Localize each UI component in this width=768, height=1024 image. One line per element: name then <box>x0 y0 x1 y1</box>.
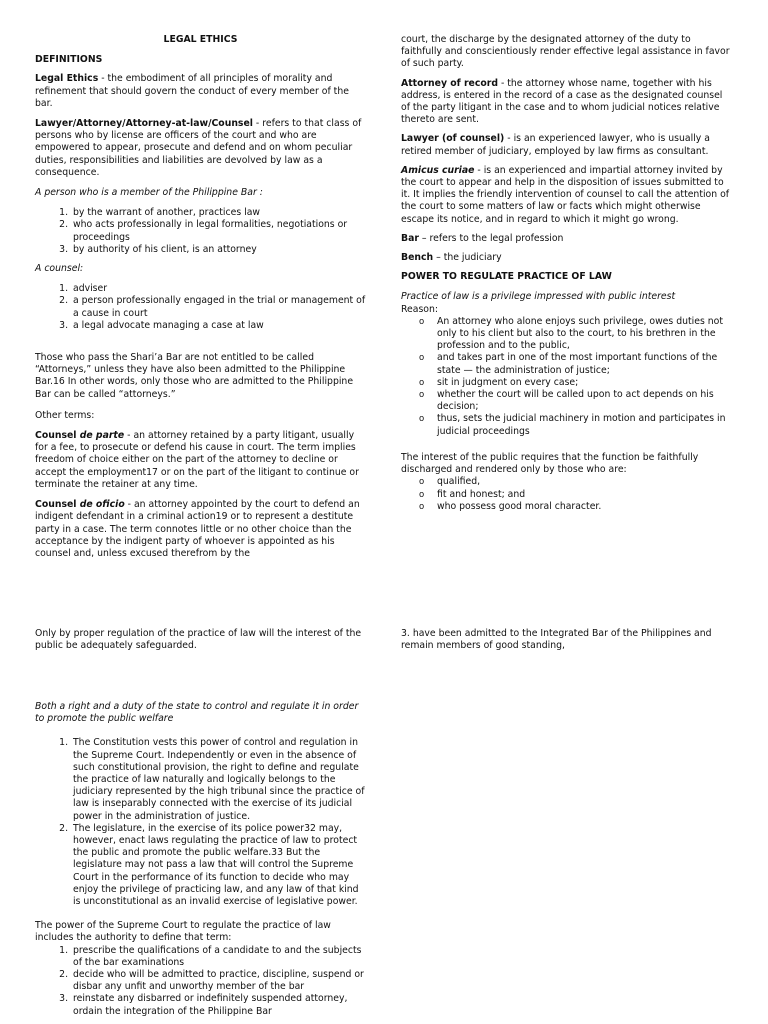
right-duty-heading: Both a right and a duty of the state to control and regulate it in order to promote the public welfare <box>35 701 359 725</box>
lawyer-definition: Lawyer/Attorney/Attorney-at-law/Counsel - refers to that class of persons who by license are officers of the court and who are empowered to appear, prosecute and defend and on whom peculiar duties, responsibilities and liabilities are devolved by law as a consequence. <box>35 118 362 178</box>
list-item: 2. who acts professionally in legal formalities, negotiations or proceedings <box>71 219 366 243</box>
sc-power-paragraph: The power of the Supreme Court to regulate the practice of law includes the authority to define that term: <box>35 920 331 944</box>
left-column-middle <box>35 628 366 652</box>
list-item: o and takes part in one of the most important functions of the state — the administration of justice; <box>417 352 731 376</box>
regulation-paragraph: Only by proper regulation of the practice of law will the interest of the public be adequately safeguarded. <box>35 628 362 652</box>
document-title: LEGAL ETHICS <box>163 34 238 45</box>
list-item: o qualified, <box>417 476 731 488</box>
amicus-curiae-definition: Amicus curiae - is an experienced and impartial attorney invited by the court to appear and help in the disposition of issues submitted to it. It implies the friendly intervention of counsel to call the attention of the court to some matters of law or facts which might otherwise escape its notice, and in regard to which it might go wrong. <box>401 164 730 225</box>
legal-ethics-term: Legal Ethics <box>35 73 99 85</box>
list-item: 1. adviser <box>71 283 366 295</box>
list-item: o An attorney who alone enjoys such privilege, owes duties not only to his client but also to the court, to his brethren in the profession and to the public, <box>417 316 731 353</box>
other-terms-label: Other terms: <box>35 409 95 421</box>
lawyer-of-counsel-definition: Lawyer (of counsel) - is an experienced lawyer, who is usually a retired member of judiciary, employed by law firms as consultant. <box>401 133 710 157</box>
list-item: o whether the court will be called upon to act depends on his decision; <box>417 389 731 413</box>
public-interest-paragraph: The interest of the public requires that the function be faithfully discharged and rendered only by those who are: <box>401 451 699 476</box>
de-oficio-continuation: court, the discharge by the designated attorney of the duty to faithfully and conscientiously render effective legal assistance in favor of such party. <box>401 34 730 70</box>
bench-definition: Bench – the judiciary <box>401 252 502 264</box>
left-column-top <box>35 34 366 560</box>
qualification-list <box>401 476 731 513</box>
sharia-paragraph: Those who pass the Shari’a Bar are not entitled to be called “Attorneys,” unless they have also been admitted to the Philippine Bar.16 In other words, only those who are admitted to the Philippine Bar can be called “attorneys.” <box>35 352 354 400</box>
left-column-bottom <box>35 701 366 1018</box>
counsel-de-parte-definition: Counsel de parte - an attorney retained by a party litigant, usually for a fee, to prosecute or defend his cause in court. The term implies freedom of choice either on the part of the attorney to decline or accept the employment17 or on the part of the litigant to continue or terminate the retainer at any time. <box>35 430 359 490</box>
list-item: o who possess good moral character. <box>417 501 731 513</box>
privilege-line: Practice of law is a privilege impressed with public interest <box>401 291 676 303</box>
list-item: 2. decide who will be admitted to practice, discipline, suspend or disbar any unfit and unworthy member of the bar <box>71 969 366 993</box>
list-item: 1. by the warrant of another, practices law <box>71 207 366 219</box>
bar-member-intro: A person who is a member of the Philippine Bar : <box>35 187 263 199</box>
counsel-de-oficio-definition: Counsel de oficio - an attorney appointed by the court to defend an indigent defendant in a criminal action19 or to represent a destitute party in a case. The term connotes little or no other choice than the acceptance by the indigent party of whoever is appointed as his counsel and, unless excused therefrom by the <box>35 499 360 559</box>
right-column-top <box>401 34 731 513</box>
list-item: o fit and honest; and <box>417 489 731 501</box>
list-item: 2. a person professionally engaged in the trial or management of a cause in court <box>71 295 366 319</box>
list-item: o thus, sets the judicial machinery in motion and participates in judicial proceedings <box>417 413 731 437</box>
list-item: 1. The Constitution vests this power of control and regulation in the Supreme Court. Independently or even in the absence of such constitutional provision, the right to define and regulate the practice of law naturally and logically belongs to the judiciary represented by the high tribunal since the practice of law is inseparably connected with the exercise of its judicial power in the administration of justice. <box>71 737 366 822</box>
sc-power-list <box>35 945 366 1018</box>
right-duty-list <box>35 737 366 908</box>
reason-label: Reason: <box>401 303 439 315</box>
counsel-intro: A counsel: <box>35 263 84 275</box>
list-item: 3. reinstate any disbarred or indefinitely suspended attorney, ordain the integration of the Philippine Bar <box>71 993 366 1017</box>
reason-list <box>401 316 731 438</box>
bar-definition: Bar – refers to the legal profession <box>401 232 564 244</box>
list-item: 3. by authority of his client, is an attorney <box>71 244 366 256</box>
lawyer-term: Lawyer/Attorney/Attorney-at-law/Counsel <box>35 118 253 130</box>
attorney-of-record-definition: Attorney of record - the attorney whose name, together with his address, is entered in the record of a case as the designated counsel of the party litigant in the case and to whom judicial notices relative thereto are sent. <box>401 77 723 126</box>
right-column-middle <box>401 628 731 652</box>
power-heading: POWER TO REGULATE PRACTICE OF LAW <box>401 271 612 283</box>
list-item: o sit in judgment on every case; <box>417 377 731 389</box>
bar-member-list <box>35 207 366 256</box>
list-item: 1. prescribe the qualifications of a candidate to and the subjects of the bar examinations <box>71 945 366 969</box>
counsel-list <box>35 283 366 332</box>
legal-ethics-definition: Legal Ethics - the embodiment of all principles of morality and refinement that should govern the conduct of every member of the bar. <box>35 73 349 109</box>
list-item: 3. a legal advocate managing a case at law <box>71 320 366 332</box>
definitions-heading: DEFINITIONS <box>35 54 103 66</box>
integrated-bar-paragraph: 3. have been admitted to the Integrated Bar of the Philippines and remain members of good standing, <box>401 628 712 652</box>
list-item: 2. The legislature, in the exercise of its police power32 may, however, enact laws regulating the practice of law to protect the public and promote the public welfare.33 But the legislature may not pass a law that will control the Supreme Court in the performance of its function to decide who may enjoy the privilege of practicing law, and any law of that kind is unconstitutional as an invalid exercise of legislative power. <box>71 823 366 908</box>
